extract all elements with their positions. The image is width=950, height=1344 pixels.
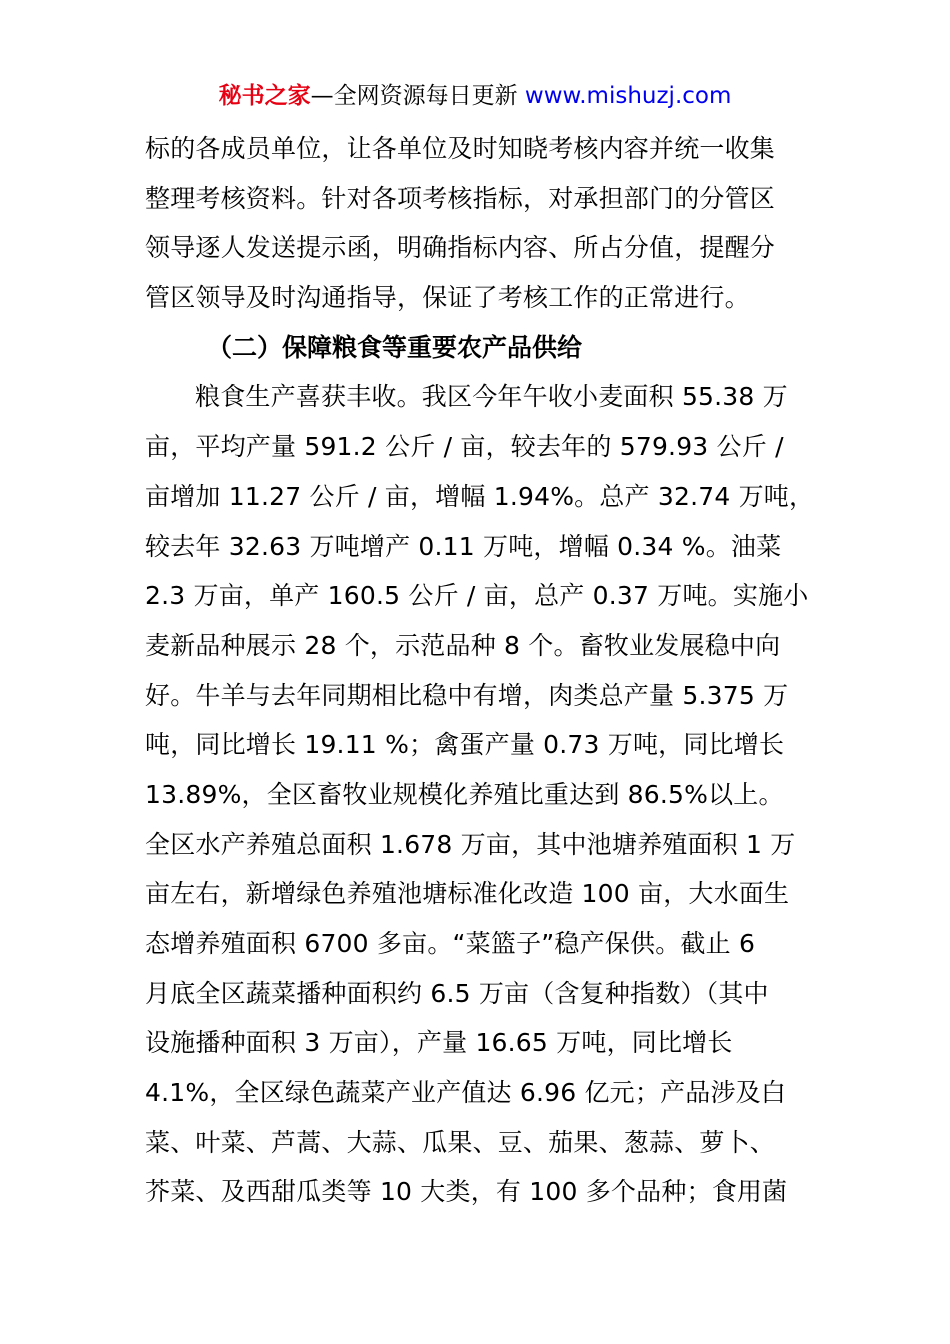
body-line: 管区领导及时沟通指导，保证了考核工作的正常进行。 <box>145 283 750 313</box>
body-line: 态增养殖面积 6700 多亩。“菜篮子”稳产保供。截止 6 <box>145 929 756 958</box>
body-line: 标的各成员单位，让各单位及时知晓考核内容并统一收集 <box>145 134 776 163</box>
body-line: 2.3 万亩，单产 160.5 公斤 / 亩，总产 0.37 万吨。实施小 <box>145 581 809 611</box>
body-line: 较去年 32.63 万吨增产 0.11 万吨，增幅 0.34 %。油菜 <box>145 531 782 561</box>
body-line: 芥菜、及西甜瓜类等 10 大类，有 100 多个品种；食用菌 <box>145 1177 788 1207</box>
body-line: 领导逐人发送提示函，明确指标内容、所占分值，提醒分 <box>145 233 776 263</box>
body-line: 全区水产养殖总面积 1.678 万亩，其中池塘养殖面积 1 万 <box>145 829 796 859</box>
site-brand: 秘书之家 <box>218 83 311 109</box>
body-line: 麦新品种展示 28 个，示范品种 8 个。畜牧业发展稳中向 <box>145 630 781 660</box>
site-header <box>0 80 950 112</box>
body-line: 吨，同比增长 19.11 %；禽蛋产量 0.73 万吨，同比增长 <box>145 730 785 760</box>
body-line: 设施播种面积 3 万亩），产量 16.65 万吨，同比增长 <box>145 1028 733 1058</box>
body-line: 菜、叶菜、芦蒿、大蒜、瓜果、豆、茄果、葱蒜、萝卜、 <box>145 1127 776 1157</box>
body-line: 整理考核资料。针对各项考核指标，对承担部门的分管区 <box>145 183 776 213</box>
body-line: 好。牛羊与去年同期相比稳中有增，肉类总产量 5.375 万 <box>145 680 789 710</box>
body-line: 13.89%，全区畜牧业规模化养殖比重达到 86.5%以上。 <box>145 779 784 809</box>
body-line: 4.1%，全区绿色蔬菜产业产值达 6.96 亿元；产品涉及白 <box>145 1078 787 1108</box>
site-tagline: —全网资源每日更新 <box>310 83 518 109</box>
paragraph-first-line: 粮食生产喜获丰收。我区今年午收小麦面积 55.38 万 <box>195 382 788 412</box>
document-body <box>145 124 815 1217</box>
section-heading: （二）保障粮食等重要农产品供给 <box>207 332 583 362</box>
site-url-link[interactable]: www.mishuzj.com <box>524 83 732 109</box>
body-line: 月底全区蔬菜播种面积约 6.5 万亩（含复种指数）（其中 <box>145 978 769 1008</box>
body-line: 亩增加 11.27 公斤 / 亩，增幅 1.94%。总产 32.74 万吨， <box>145 481 815 511</box>
body-line: 亩左右，新增绿色养殖池塘标准化改造 100 亩，大水面生 <box>145 879 790 909</box>
body-line: 亩，平均产量 591.2 公斤 / 亩，较去年的 579.93 公斤 / <box>145 432 784 462</box>
